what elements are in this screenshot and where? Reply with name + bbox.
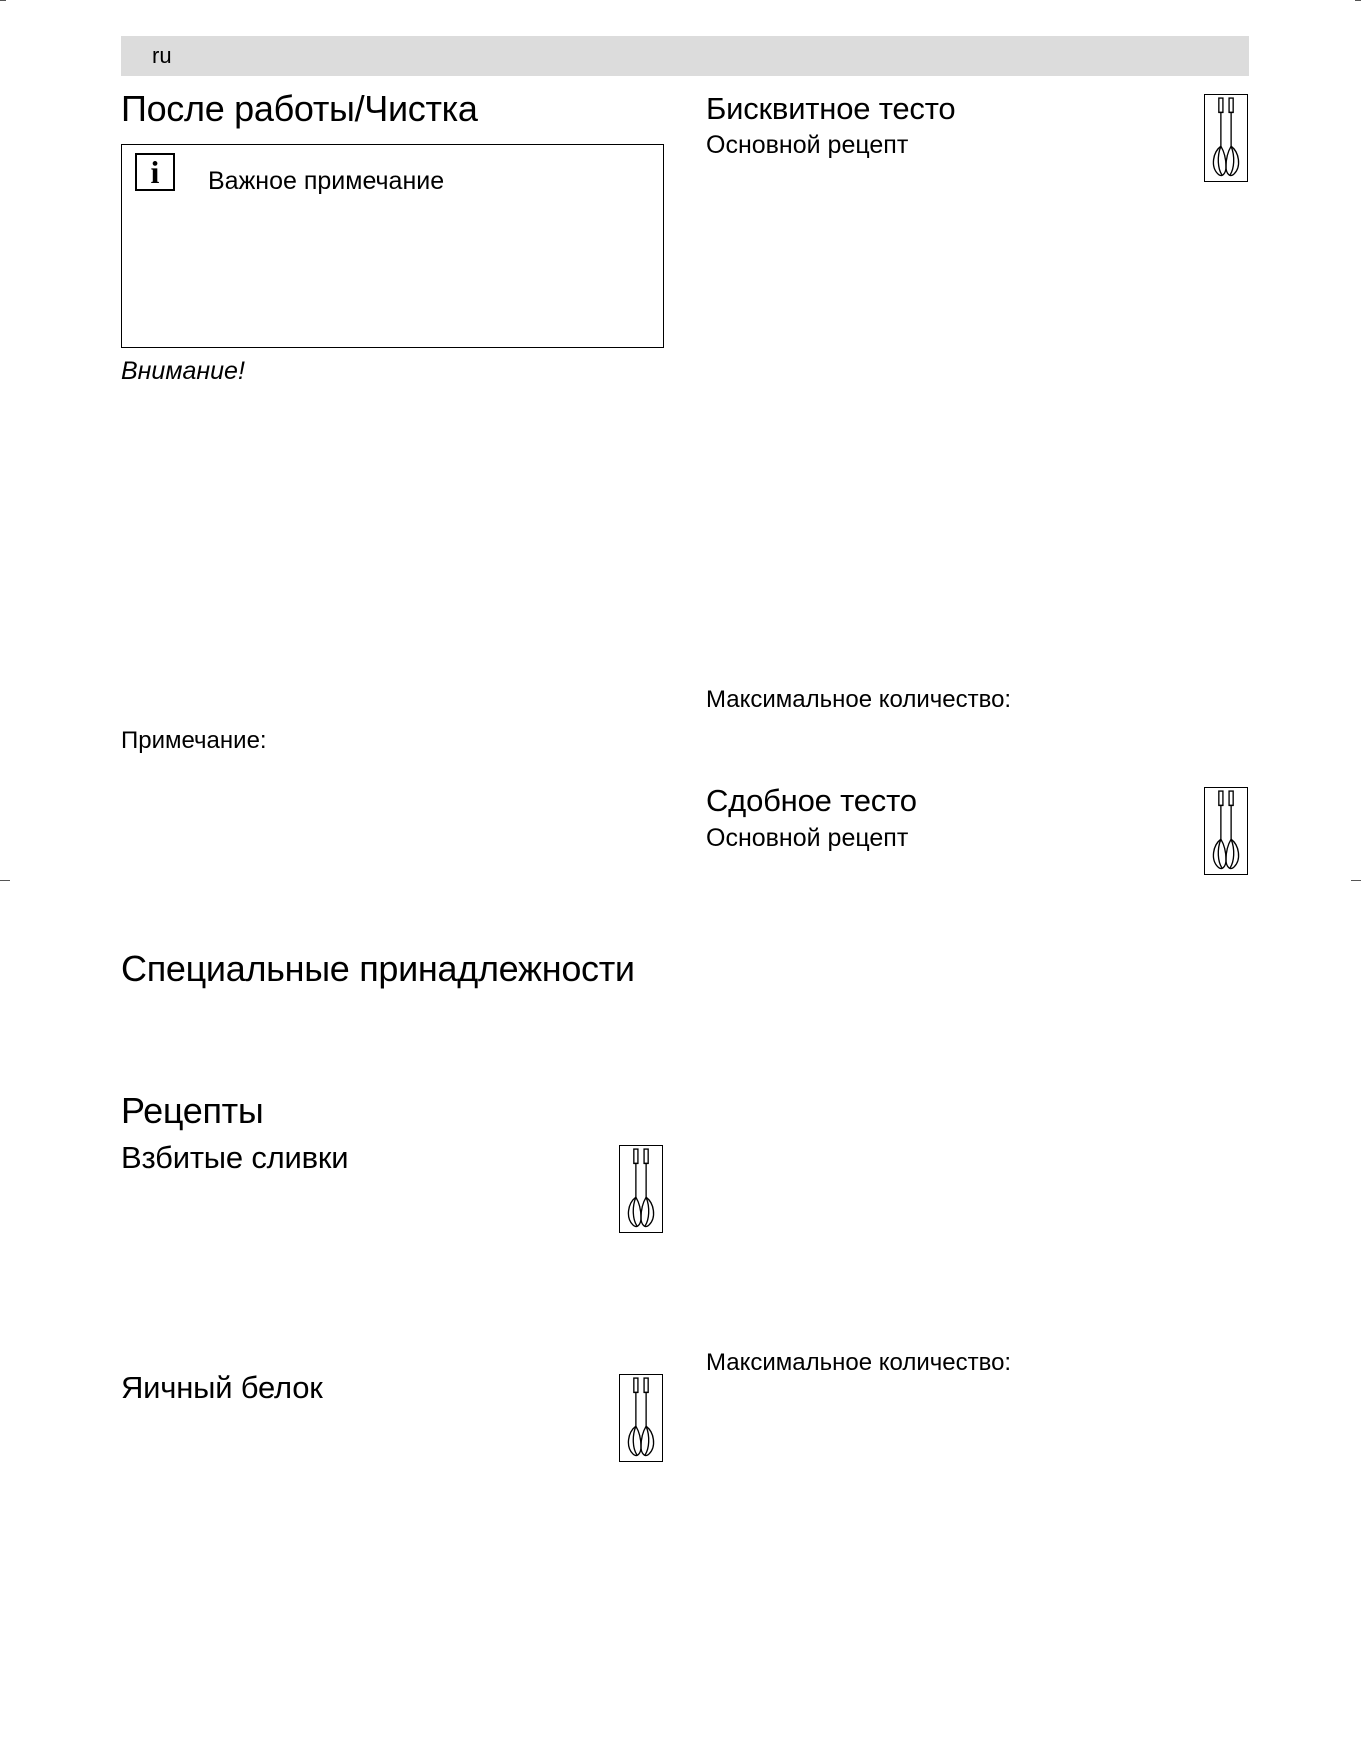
crop-mark-mid-left [0, 880, 10, 881]
max-quantity-label-sponge: Максимальное количество: [706, 686, 1012, 713]
section-title-accessories: Специальные принадлежности [121, 948, 635, 989]
crop-mark-mid-right [1351, 880, 1361, 881]
whisk-beaters-icon [619, 1145, 663, 1233]
recipe-subtitle-sponge-dough: Основной рецепт [706, 131, 909, 159]
max-quantity-label-yeast: Максимальное количество: [706, 1349, 1012, 1376]
recipe-title-sponge-dough: Бисквитное тесто [706, 91, 956, 126]
language-header-bar [121, 36, 1249, 76]
important-note-title: Важное примечание [208, 167, 445, 195]
recipe-title-yeast-dough: Сдобное тесто [706, 783, 917, 818]
whisk-beaters-icon [1204, 94, 1248, 182]
recipe-title-whipped-cream: Взбитые сливки [121, 1140, 349, 1175]
info-icon: i [135, 153, 175, 191]
warning-label: Внимание! [121, 357, 245, 385]
crop-mark-top-right [1355, 0, 1361, 1]
section-title-cleaning: После работы/Чистка [121, 88, 478, 129]
important-note-box [121, 144, 664, 348]
recipe-title-egg-white: Яичный белок [121, 1370, 323, 1405]
section-title-recipes: Рецепты [121, 1090, 264, 1131]
whisk-beaters-icon [619, 1374, 663, 1462]
recipe-subtitle-yeast-dough: Основной рецепт [706, 824, 909, 852]
note-label: Примечание: [121, 727, 267, 754]
language-code: ru [152, 43, 172, 68]
whisk-beaters-icon [1204, 787, 1248, 875]
crop-mark-top-left [0, 0, 6, 1]
